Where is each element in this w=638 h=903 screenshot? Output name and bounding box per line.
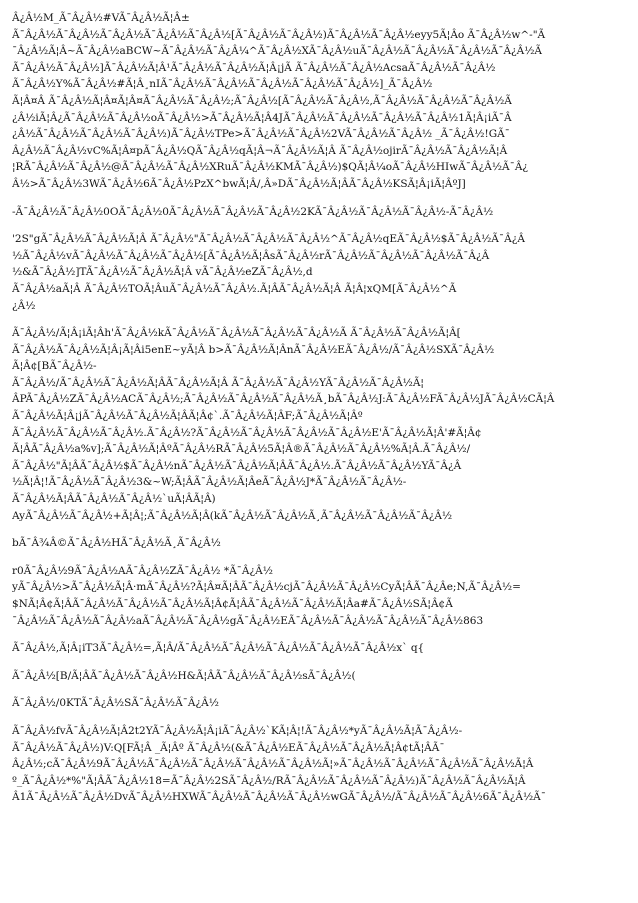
paragraph bbox=[12, 695, 624, 712]
text-line: AyÃ¯Â¿Â½Ã¯Â¿Â½+Ã¦Â¦;Ã¯Â¿Â½Ã¦Â(kÃ¯Â¿Â½Ã¯Â¿Â½Ã¸Ã¯Â¿Â½Ã¯Â¿Â½Ã¯Â¿Â½ bbox=[12, 509, 453, 522]
text-line: Â¿Â½;cÃ¯Â¿Â½9Ã¯Â¿Â½Ã¯Â¿Â½Ã¯Â¿Â½Ã¯Â¿Â½Ã¯Â¿Â½Ã¦»Ã¯Â¿Â½Ã¯Â¿Â½Ã¯Â¿Â½Ã¯Â¿Â½Ã¦Â bbox=[12, 758, 534, 771]
text-line: Ã¦Â¢[BÃ¯Â¿Â½- bbox=[12, 360, 97, 373]
text-line: Ã¯Â¿Â½Ã¯Â¿Â½)V:Q[FÃ¦Â _Ã¦Âº Ã¯Â¿Â½(&Ã¯Â¿Â½EÃ¯Â¿Â½Ã¯Â¿Â½Ã¦Â¢tÃ¦ÂÃ¯ bbox=[12, 741, 445, 754]
text-line: Ã¯Â¿Â½aÃ¦Â Ã¯Â¿Â½TOÃ¦ÂuÃ¯Â¿Â½Ã¯Â¿Â½.Ã¦ÂÃ¯Â¿Â½Ã¦Â Ã¦Â¦xQM[Ã¯Â¿Â½^Ã bbox=[12, 282, 457, 295]
paragraph bbox=[12, 231, 624, 314]
document-body bbox=[12, 10, 626, 806]
text-line: Ã¯Â¿Â½Ã¯Â¿Â½Ã¯Â¿Â½Ã¯Â¿Â½Ã¯Â¿Â½[Ã¯Â¿Â½Ã¯Â¿Â½)Ã¯Â¿Â½Ã¯Â¿Â½eyy5Ã¦Âo Ã¯Â¿Â½w^-"Ã bbox=[12, 28, 546, 41]
text-line: -Ã¯Â¿Â½Ã¯Â¿Â½0OÃ¯Â¿Â½0Ã¯Â¿Â½Ã¯Â¿Â½Ã¯Â¿Â½2KÃ¯Â¿Â½Ã¯Â¿Â½Ã¯Â¿Â½-Ã¯Â¿Â½ bbox=[12, 205, 494, 218]
text-line: Ã¯Â¿Â½fvÃ¯Â¿Â½Ã¦Â2t2YÃ¯Â¿Â½Ã¦Â¡iÃ¯Â¿Â½`KÃ¦Â¦!Ã¯Â¿Â½*yÃ¯Â¿Â½Ã¦Ã¯Â¿Â½- bbox=[12, 724, 463, 737]
text-line: Ã¯Â¿Â½Ã¦Â¡jÃ¯Â¿Â½Ã¯Â¿Â½Ã¦ÂÃ¦Â¢`.Ã¯Â¿Â½Ã¦ÂF;Ã¯Â¿Â½Ã¦Âº bbox=[12, 410, 363, 423]
paragraph bbox=[12, 325, 624, 524]
text-line: ¯Â¿Â½Ã¯Â¿Â½Ã¯Â¿Â½aÃ¯Â¿Â½Ã¯Â¿Â½gÃ¯Â¿Â½EÃ¯Â¿Â½Ã¯Â¿Â½Ã¯Â¿Â½Ã¯Â¿Â½863 bbox=[12, 614, 484, 627]
paragraph bbox=[12, 10, 624, 193]
paragraph bbox=[12, 723, 624, 806]
paragraph bbox=[12, 535, 624, 552]
text-line: Â¿Â½M_Ã¯Â¿Â½#VÃ¯Â¿Â½Ã¦Â± bbox=[12, 12, 190, 24]
text-line: ¿Â½ bbox=[12, 299, 36, 312]
text-line: $NÃ¦Â¢Ã¦ÂÃ¯Â¿Â½Ã¯Â¿Â½Ã¯Â¿Â½Ã¦Â¢Ã¦ÂÃ¯Â¿Â½Ã¯Â¿Â½Ã¦Âa#Ã¯Â¿Â½SÃ¦Â¢Ã bbox=[12, 598, 453, 610]
paragraph bbox=[12, 204, 624, 221]
text-line: Ã¯Â¿Â½/Ã¯Â¿Â½Ã¯Â¿Â½Ã¦ÂÃ¯Â¿Â½Ã¦Â Ã¯Â¿Â½Ã¯Â¿Â½YÃ¯Â¿Â½Ã¯Â¿Â½Ã¦ bbox=[12, 376, 424, 389]
text-line: Ã¯Â¿Â½/Ã¦Â¡iÃ¦Âh'Ã¯Â¿Â½kÃ¯Â¿Â½Ã¯Â¿Â½Ã¯Â¿Â½Ã¯Â¿Â½Ã Ã¯Â¿Â½Ã¯Â¿Â½Ã¦Â[ bbox=[12, 327, 461, 340]
text-line: Ã¦Â¤Â Ã¯Â¿Â½Ã¦Â¤Ã¦Â¤Ã¯Â¿Â½Ã¯Â¿Â½;Ã¯Â¿Â½[Ã¯Â¿Â½Ã¯Â¿Â½,Ã¯Â¿Â½Ã¯Â¿Â½Ã¯Â¿Â½Ã bbox=[12, 94, 512, 107]
text-line: Ã¯Â¿Â½/0KTÃ¯Â¿Â½SÃ¯Â¿Â½Ã¯Â¿Â½ bbox=[12, 697, 219, 710]
text-line: ½Ã¯Â¿Â½vÃ¯Â¿Â½Ã¯Â¿Â½Ã¯Â¿Â½[Ã¯Â¿Â½Ã¦ÂsÃ¯Â¿Â½rÃ¯Â¿Â½Ã¯Â¿Â½Ã¯Â¿Â½Ã¯Â¿Â bbox=[12, 249, 490, 262]
text-line: ½&Ã¯Â¿Â½]TÃ¯Â¿Â½Ã¯Â¿Â½Ã¦Â vÃ¯Â¿Â½eZÃ¯Â¿Â½,d bbox=[12, 266, 313, 279]
text-line: ½Ã¦Â¦!Ã¯Â¿Â½Ã¯Â¿Â½3&~W;Ã¦ÂÃ¯Â¿Â½Ã¦ÂeÃ¯Â¿Â½J*Ã¯Â¿Â½Ã¯Â¿Â½- bbox=[12, 476, 407, 489]
text-line: Â¿Â½Ã¯Â¿Â½vC%Ã¦Â¤pÃ¯Â¿Â½QÃ¯Â¿Â½qÃ¦Â¬Ã¯Â¿Â½Ã¦Â Ã¯Â¿Â½ojirÃ¯Â¿Â½Ã¯Â¿Â½Ã¦Â bbox=[12, 144, 508, 157]
text-line: Ã¯Â¿Â½,Ã¦Â¡iT3Ã¯Â¿Â½=,Ã¦Â/Ã¯Â¿Â½Ã¯Â¿Â½Ã¯Â¿Â½Ã¯Â¿Â½Ã¯Â¿Â½x` q{ bbox=[12, 642, 425, 655]
paragraph bbox=[12, 563, 624, 629]
text-line: ¦RÃ¯Â¿Â½Ã¯Â¿Â½@Ã¯Â¿Â½Ã¯Â¿Â½XRuÃ¯Â¿Â½KMÃ¯Â¿Â½)$QÃ¦Â¼oÃ¯Â¿Â½HIwÃ¯Â¿Â½Ã¯Â¿ bbox=[12, 161, 529, 174]
text-line: Ã¯Â¿Â½Ã¯Â¿Â½Ã¯Â¿Â½.Ã¯Â¿Â½?Ã¯Â¿Â½Ã¯Â¿Â½Ã¯Â¿Â½Ã¯Â¿Â½E'Ã¯Â¿Â½Ã¦Â'#Ã¦Â¢ bbox=[12, 426, 482, 439]
text-line: Ã¯Â¿Â½Ã¯Â¿Â½Ã¦Â¡Ã¦Âi5enE~yÃ¦Â b>Ã¯Â¿Â½Ã¦ÂnÃ¯Â¿Â½EÃ¯Â¿Â½/Ã¯Â¿Â½SXÃ¯Â¿Â½ bbox=[12, 343, 495, 356]
text-line: Â1Ã¯Â¿Â½Ã¯Â¿Â½DvÃ¯Â¿Â½HXWÃ¯Â¿Â½Ã¯Â¿Â½Ã¯Â¿Â½wGÃ¯Â¿Â½/Ã¯Â¿Â½Ã¯Â¿Â½6Ã¯Â¿Â½Ã¯ bbox=[12, 791, 546, 804]
text-line: ¿Â½iÃ¦Â¿Ã¯Â¿Â½Ã¯Â¿Â½oÃ¯Â¿Â½>Ã¯Â¿Â½Ã¦Â4JÃ¯Â¿Â½Ã¯Â¿Â½Ã¯Â¿Â½Ã¯Â¿Â½1Ã¦Â¡iÃ¯Â bbox=[12, 111, 512, 124]
paragraph bbox=[12, 668, 624, 685]
paragraph bbox=[12, 640, 624, 657]
text-line: Ã¯Â¿Â½Ã¦ÂÃ¯Â¿Â½Ã¯Â¿Â½`uÃ¦ÂÃ¦Â) bbox=[12, 493, 216, 506]
text-line: Ã¯Â¿Â½Ã¯Â¿Â½]Ã¯Â¿Â½Ã¦Â¹Ã¯Â¿Â½Ã¯Â¿Â½Ã¦Â¡jÃ Ã¯Â¿Â½Ã¯Â¿Â½AcsaÃ¯Â¿Â½Ã¯Â¿Â½ bbox=[12, 61, 496, 74]
text-line: '2S"gÃ¯Â¿Â½Ã¯Â¿Â½Ã¦Â Ã¯Â¿Â½"Ã¯Â¿Â½Ã¯Â¿Â½Ã¯Â¿Â½^Ã¯Â¿Â½qEÃ¯Â¿Â½$Ã¯Â¿Â½Ã¯Â¿Â bbox=[12, 233, 525, 246]
text-line: Ã¯Â¿Â½Y%Ã¯Â¿Â½#Ã¦Â¸nIÃ¯Â¿Â½Ã¯Â¿Â½Ã¯Â¿Â½Ã¯Â¿Â½Ã¯Â¿Â½]_Ã¯Â¿Â½ bbox=[12, 78, 433, 91]
text-line: bÃ¯Â¾Â©Ã¯Â¿Â½HÃ¯Â¿Â½Ã¸Ã¯Â¿Â½ bbox=[12, 537, 221, 550]
text-line: ¯Â¿Â½Ã¦Â~Ã¯Â¿Â½aBCW~Ã¯Â¿Â½Ã¯Â¿Â¼^Ã¯Â¿Â½XÃ¯Â¿Â½uÃ¯Â¿Â½Ã¯Â¿Â½Ã¯Â¿Â½Ã¯Â¿Â½Ã bbox=[12, 45, 543, 58]
text-line: r0Ã¯Â¿Â½9Ã¯Â¿Â½AÃ¯Â¿Â½ZÃ¯Â¿Â½ *Ã¯Â¿Â½ bbox=[12, 564, 273, 577]
text-line: Ã¦ÂÃ¯Â¿Â½a%v];Ã¯Â¿Â½Ã¦ÂºÃ¯Â¿Â½RÃ¯Â¿Â½5Ã¦Â®Ã¯Â¿Â½Ã¯Â¿Â½%Ã¦Â.Ã¯Â¿Â½/ bbox=[12, 443, 471, 456]
text-line: ¿Â½Ã¯Â¿Â½Ã¯Â¿Â½Ã¯Â¿Â½)Ã¯Â¿Â½TPe>Ã¯Â¿Â½Ã¯Â¿Â½2VÃ¯Â¿Â½Ã¯Â¿Â½ _Ã¯Â¿Â½!GÃ¯ bbox=[12, 128, 510, 141]
text-line: Â½>Ã¯Â¿Â½3WÃ¯Â¿Â½6Ã¯Â¿Â½PzX^bwÃ¦Â/,Â»DÃ¯Â¿Â½Ã¦ÂÃ¯Â¿Â½KSÃ¦Â¡iÃ¦ÂºJ] bbox=[12, 177, 466, 190]
text-line: º_Ã¯Â¿Â½*%"Ã¦ÂÃ¯Â¿Â½18=Ã¯Â¿Â½2SÃ¯Â¿Â½/RÃ¯Â¿Â½Ã¯Â¿Â½Ã¯Â¿Â½)Ã¯Â¿Â½Ã¯Â¿Â½Ã¦Â bbox=[12, 774, 526, 787]
text-line: Ã¯Â¿Â½"Ã¦ÂÃ¯Â¿Â½$Ã¯Â¿Â½nÃ¯Â¿Â½Ã¯Â¿Â½Ã¦ÂÃ¯Â¿Â½.Ã¯Â¿Â½Ã¯Â¿Â½YÃ¯Â¿Â bbox=[12, 459, 462, 472]
text-line: yÃ¯Â¿Â½>Ã¯Â¿Â½Ã¦Â·mÃ¯Â¿Â½?Ã¦Â¤Ã¦ÂÃ¯Â¿Â½cjÃ¯Â¿Â½Ã¯Â¿Â½CyÃ¦ÂÃ¯Â¿Âe;N,Ã¯Â¿Â½= bbox=[12, 581, 521, 594]
text-line: ÂPÃ¯Â¿Â½ZÃ¯Â¿Â½ACÃ¯Â¿Â½;Ã¯Â¿Â½Ã¯Â¿Â½Ã¯Â¿Â½Ã¸bÃ¯Â¿Â½J:Ã¯Â¿Â½FÃ¯Â¿Â½JÃ¯Â¿Â½CÃ¦Â bbox=[12, 393, 555, 406]
text-line: Ã¯Â¿Â½[B/Ã¦ÂÃ¯Â¿Â½Ã¯Â¿Â½H&Ã¦ÂÃ¯Â¿Â½Ã¯Â¿Â½sÃ¯Â¿Â½( bbox=[12, 669, 356, 682]
